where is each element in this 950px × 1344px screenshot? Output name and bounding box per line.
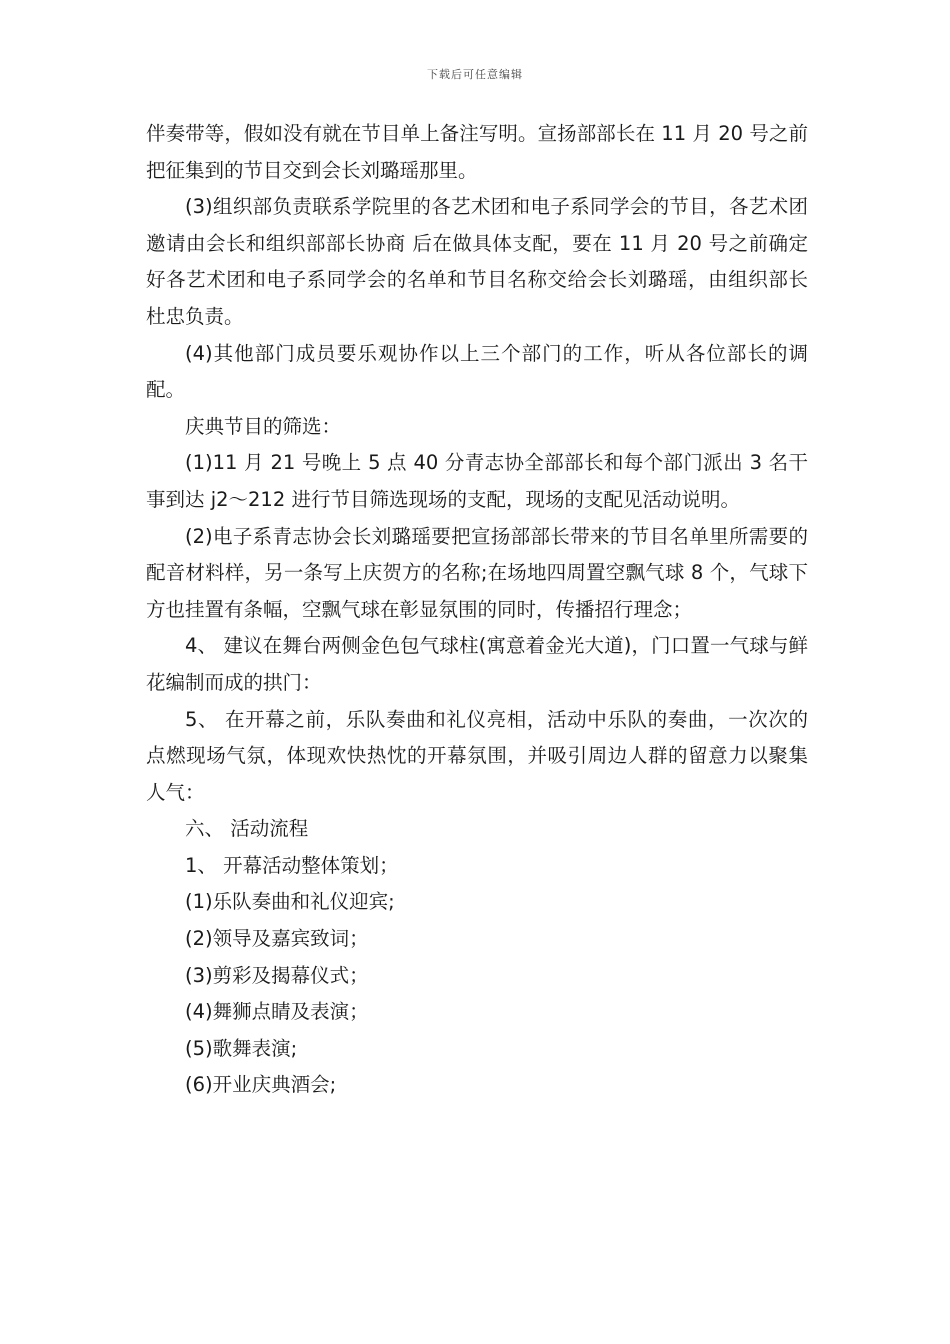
list-item: (2)领导及嘉宾致词； xyxy=(185,927,369,951)
paragraph-1: 伴奏带等，假如没有就在节目单上备注写明。宣扬部部长在 11 月 20 号之前把征集到的节目交到会长刘璐瑶那里。 xyxy=(146,122,808,182)
list-item: (3)剪彩及揭幕仪式； xyxy=(185,963,369,987)
paragraph-4: 庆典节目的筛选： xyxy=(185,414,342,438)
section-heading-activity-flow: 六、 活动流程 xyxy=(185,817,309,841)
list-item: (4)舞狮点睛及表演； xyxy=(185,1000,369,1024)
page-header-note: 下载后可任意编辑 xyxy=(427,68,523,81)
paragraph-2: (3)组织部负责联系学院里的各艺术团和电子系同学会的节目，各艺术团邀请由会长和组织部部长协商 后在做具体支配，要在 11 月 20 号之前确定好各艺术团和电子系同学会的名单和节目名称交给会长刘璐瑶，由组织部长杜忠负责。 xyxy=(146,195,808,328)
paragraph-5: (1)11 月 21 号晚上 5 点 40 分青志协全部部长和每个部门派出 3 名干事到达 j2～212 进行节目筛选现场的支配，现场的支配见活动说明。 xyxy=(146,451,808,511)
list-item: (1)乐队奏曲和礼仪迎宾; xyxy=(185,890,395,914)
list-item: (6)开业庆典酒会; xyxy=(185,1073,337,1097)
list-item: 1、 开幕活动整体策划； xyxy=(185,853,399,877)
paragraph-6: (2)电子系青志协会长刘璐瑶要把宣扬部部长带来的节目名单里所需要的配音材料样，另一条写上庆贺方的名称;在场地四周置空飘气球 8 个，气球下方也挂置有条幅，空飘气球在彰显氛围的同时，传播招行理念； xyxy=(146,524,808,621)
paragraph-3: (4)其他部门成员要乐观协作以上三个部门的工作，听从各位部长的调配。 xyxy=(146,341,808,402)
list-item: (5)歌舞表演; xyxy=(185,1036,298,1060)
document-body xyxy=(146,116,808,1104)
paragraph-7: 4、 建议在舞台两侧金色包气球柱(寓意着金光大道)，门口置一气球与鲜花编制而成的拱门： xyxy=(146,634,808,694)
paragraph-8: 5、 在开幕之前，乐队奏曲和礼仪亮相，活动中乐队的奏曲，一次次的点燃现场气氛，体现欢快热忱的开幕氛围，并吸引周边人群的留意力以聚集人气： xyxy=(146,707,808,804)
